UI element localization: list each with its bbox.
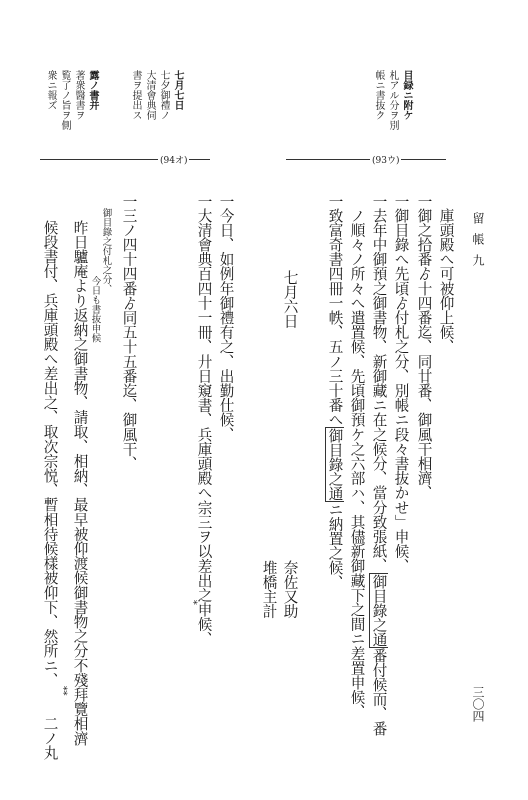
page-number: 三〇四 xyxy=(471,686,485,722)
signatory-1: 奈佐又助 xyxy=(281,560,299,619)
page-rule-right xyxy=(286,159,446,160)
item-mark-10: 一 xyxy=(195,194,213,209)
text-column-01: 庫頭殿へ可被仰上候、 xyxy=(437,208,455,354)
date-column: 七月六日 xyxy=(281,270,299,329)
page-mark-right: (93ウ) xyxy=(370,153,401,166)
text-column-10-b: 宗三 xyxy=(195,500,213,530)
note-column-11-a: 御目錄之付札之分、 xyxy=(100,208,112,294)
text-column-05: ノ順々ノ所々へ遣置候、先頃御預ケ之六部ハ、其儘新御藏下之間ニ差置申候、 xyxy=(348,208,366,719)
margin-note-right-heading: 目録ニ附ケ xyxy=(401,70,412,120)
text-column-04-bracketed: 御目錄之通 xyxy=(370,574,388,647)
note-column-11-b: 今日も書抜申候 xyxy=(89,276,101,343)
item-mark-02: 一 xyxy=(415,194,433,209)
margin-note-left-line-2: 覧了ノ旨ヲ側 xyxy=(59,70,70,130)
asterisk-marks-13: ** xyxy=(57,686,69,696)
text-column-04-c: 番付候而、番 xyxy=(370,648,388,736)
text-column-06 xyxy=(327,208,342,590)
margin-note-middle-line-3: 書ヲ提出ス xyxy=(130,70,141,120)
text-column-03-b: 」申候、 xyxy=(392,514,410,574)
asterisk-mark-10: * xyxy=(187,600,199,605)
text-column-13-a: 候段書付、兵庫頭殿へ差出之、取次宗悦、暫相待候樣被仰下、然所ニ、 xyxy=(41,220,59,688)
text-column-10-c: ヲ以差出之申候、 xyxy=(195,529,213,647)
text-column-04-a: 去年中御預之御書物、新御藏ニ在之候分、當分致張紙、 xyxy=(370,208,388,573)
margin-note-middle-heading: 七月七日 xyxy=(172,70,183,110)
item-mark-03: 一 xyxy=(392,194,410,209)
text-column-04 xyxy=(371,208,386,736)
page-mark-left: (94オ) xyxy=(158,153,189,166)
margin-note-left-heading: 露ノ書并 xyxy=(87,70,98,110)
text-column-09: 今日、如例年御禮有之、出勤仕候、 xyxy=(217,208,235,442)
text-column-06-c: ニ納置之候、 xyxy=(326,502,344,590)
margin-note-left-line-1: 著衆醫書ヲ xyxy=(73,70,84,120)
margin-note-right-line-2: 帳ニ書抜ク xyxy=(373,70,384,120)
text-column-06-bracketed: 御目錄之通 xyxy=(326,428,344,501)
item-mark-06: 一 xyxy=(326,194,344,209)
margin-note-middle-line-2: 大清會典伺 xyxy=(144,70,155,120)
text-column-11: 三ノ四十四番ゟ同五十五番迄、御風干、 xyxy=(120,208,138,471)
text-column-02: 御之拾番ゟ十四番迄、同廿番、御風干相濟、 xyxy=(415,208,433,500)
text-column-12: 昨日驢庵より返納之御書物、請取、相納、最早被仰渡候御書物之分不殘拜覽相濟 xyxy=(71,220,89,746)
text-column-10-a: 大清會典百四十一冊、廾日窺書、兵庫頭殿へ xyxy=(195,208,213,500)
item-mark-09: 一 xyxy=(217,194,235,209)
text-column-06-a: 致富奇書四冊一帙、五ノ三十番へ xyxy=(326,208,344,427)
item-mark-11: 一 xyxy=(120,194,138,209)
margin-note-right-line-1: 札アル分ヲ別 xyxy=(387,70,398,130)
text-column-03-a: 御目錄へ先頃ゟ付札之分、別帳ニ段々書抜かせ xyxy=(392,208,410,515)
text-column-03 xyxy=(393,208,408,573)
running-title: 留帳九 xyxy=(471,212,485,275)
text-column-10 xyxy=(196,208,211,646)
signatory-2: 堆橋主計 xyxy=(260,560,278,619)
margin-note-left-line-3: 衆ニ報ズ xyxy=(45,70,56,110)
text-column-13-b: 二ノ丸 xyxy=(41,716,59,760)
item-mark-04: 一 xyxy=(370,194,388,209)
margin-note-middle-line-1: 七夕御禮ノ xyxy=(158,70,169,120)
